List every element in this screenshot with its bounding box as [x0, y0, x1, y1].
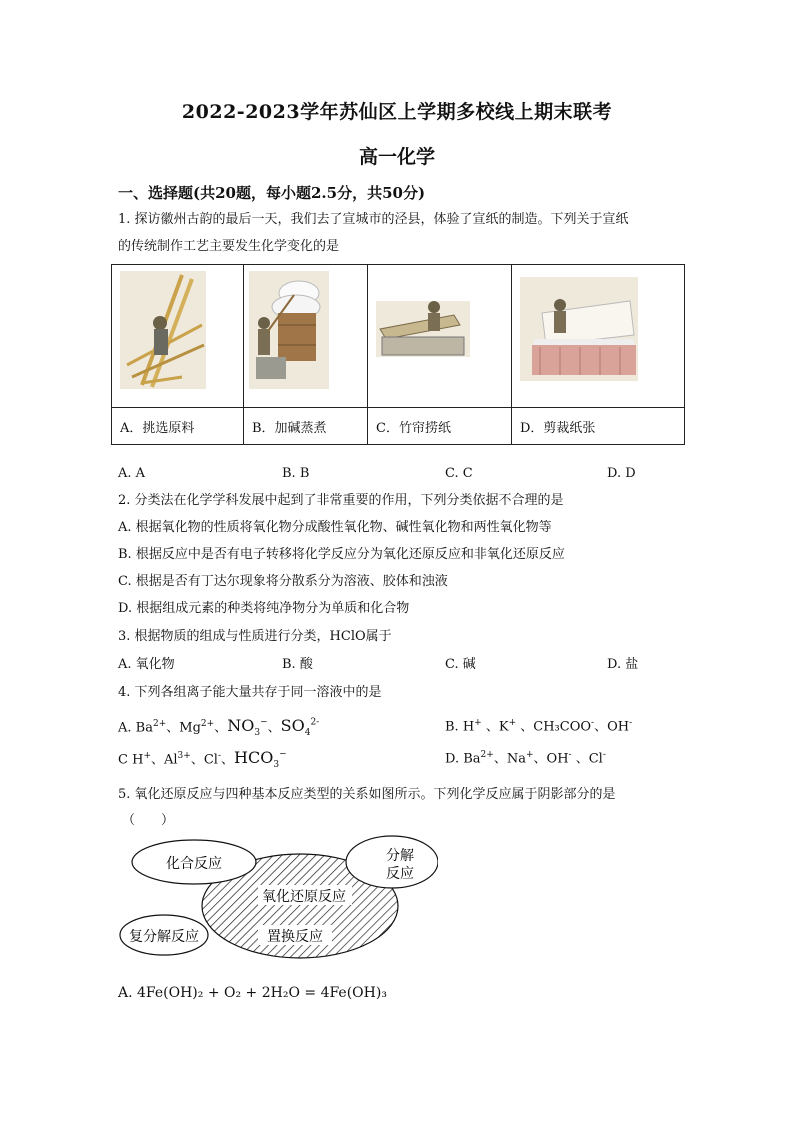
- q3-option-a[interactable]: A. 氧化物: [118, 657, 175, 672]
- caption-c: C．竹帘捞纸: [368, 408, 512, 445]
- caption-a: A．挑选原料: [112, 408, 244, 445]
- paper-scooping-illustration: [368, 265, 511, 407]
- q3-option-b[interactable]: B. 酸: [282, 657, 313, 672]
- page-title: 2022-2023学年苏仙区上学期多校线上期末联考: [181, 101, 613, 123]
- q4-option-b[interactable]: B. H+ 、K+ 、CH₃COO-、OH-: [445, 718, 633, 735]
- caption-b: B．加碱蒸煮: [244, 408, 368, 445]
- label-decomposition-2: 反应: [386, 866, 414, 882]
- q1-option-c[interactable]: C. C: [445, 466, 473, 481]
- q1-stem-line1: 1. 探访徽州古韵的最后一天，我们去了宣城市的泾县，体验了宣纸的制造。下列关于宣纸: [118, 212, 629, 227]
- q5-option-a[interactable]: A. 4Fe(OH)₂ + O₂ + 2H₂O = 4Fe(OH)₃: [118, 985, 387, 1001]
- q4-stem: 4. 下列各组离子能大量共存于同一溶液中的是: [118, 685, 382, 700]
- venn-diagram: [118, 832, 438, 962]
- label-double-decomposition: 复分解反应: [129, 929, 199, 945]
- q1-option-a[interactable]: A. A: [118, 466, 146, 481]
- q5-answer-paren: （ ）: [122, 813, 175, 828]
- q2-option-a[interactable]: A. 根据氧化物的性质将氧化物分成酸性氧化物、碱性氧化物和两性氧化物等: [118, 520, 552, 535]
- label-redox: 氧化还原反应: [262, 889, 346, 905]
- q2-stem: 2. 分类法在化学学科发展中起到了非常重要的作用，下列分类依据不合理的是: [118, 493, 564, 508]
- q4-option-a[interactable]: A. $Ba^{2+}$、$Mg^{2+}$、$NO_3^-$、$SO_4^{2-}$: [118, 716, 320, 739]
- q1-stem-line2: 的传统制作工艺主要发生化学变化的是: [118, 239, 340, 254]
- q1-option-b[interactable]: B. B: [282, 466, 310, 481]
- paper-cutting-illustration: [512, 265, 684, 407]
- label-displacement: 置换反应: [267, 929, 323, 945]
- section-heading: 一、选择题(共20题，每小题2.5分，共50分): [118, 184, 426, 202]
- q4-option-d[interactable]: D. $Ba^{2+}$、Na+、OH- 、Cl-: [445, 750, 606, 767]
- label-decomposition-1: 分解: [386, 848, 414, 864]
- label-combination: 化合反应: [166, 856, 222, 872]
- q2-option-d[interactable]: D. 根据组成元素的种类将纯净物分为单质和化合物: [118, 601, 410, 616]
- caption-d: D．剪裁纸张: [512, 408, 685, 445]
- q2-option-c[interactable]: C. 根据是否有丁达尔现象将分散系分为溶液、胶体和浊液: [118, 574, 448, 589]
- q5-stem: 5. 氧化还原反应与四种基本反应类型的关系如图所示。下列化学反应属于阴影部分的是: [118, 787, 616, 802]
- q4-option-c[interactable]: C H+、$Al^{3+}$、Cl-、$HCO_3^-$: [118, 748, 287, 771]
- q2-option-b[interactable]: B. 根据反应中是否有电子转移将化学反应分为氧化还原反应和非氧化还原反应: [118, 547, 565, 562]
- boiling-vat-illustration: [244, 265, 367, 407]
- q1-option-d[interactable]: D. D: [607, 466, 636, 481]
- q3-option-d[interactable]: D. 盐: [607, 657, 639, 672]
- q1-image-table: [111, 264, 685, 445]
- page-subtitle: 高一化学: [358, 146, 435, 168]
- q3-option-c[interactable]: C. 碱: [445, 657, 476, 672]
- bamboo-illustration: [112, 265, 243, 407]
- q3-stem: 3. 根据物质的组成与性质进行分类，HClO属于: [118, 629, 392, 644]
